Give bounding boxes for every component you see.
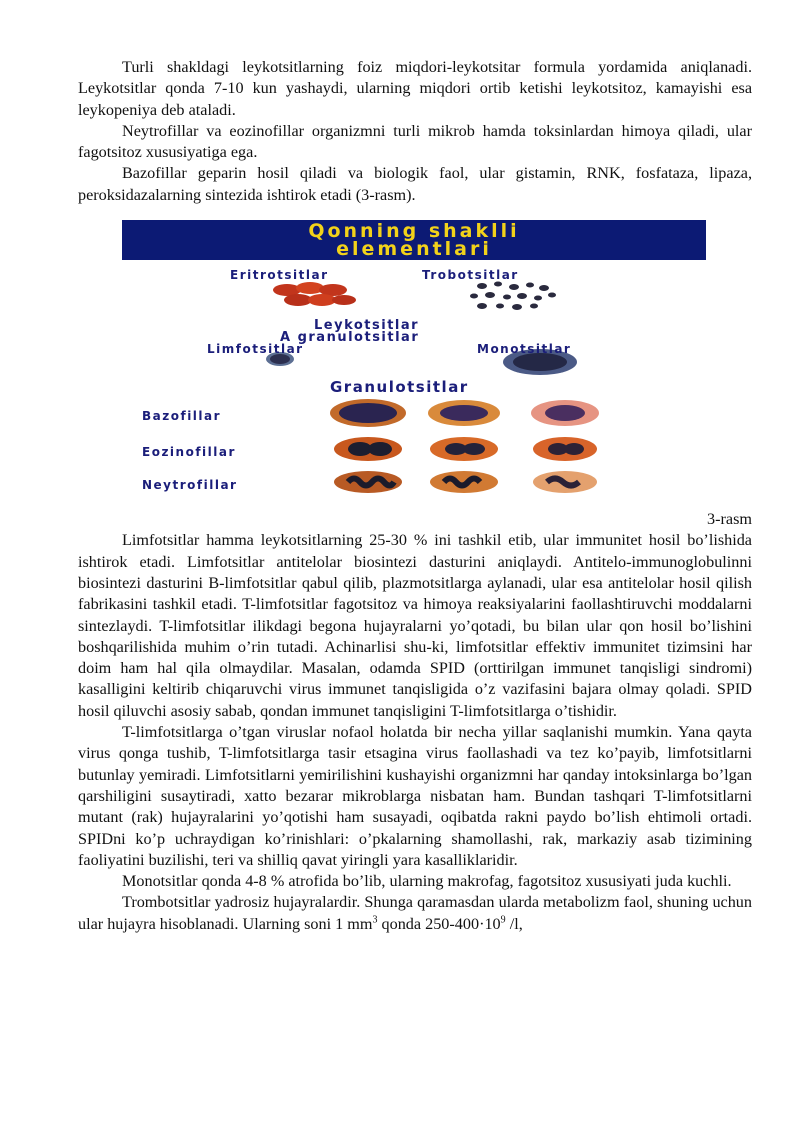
document-page (78, 57, 752, 935)
granulocytes-label: Granulotsitlar (330, 378, 469, 397)
basophils-label: Bazofillar (142, 409, 222, 424)
paragraph-last (78, 892, 752, 935)
paragraph: Limfotsitlar hamma leykotsitlarning 25-30 % ini tashkil etib, ular immunitet hosil bo’lishida ishtirok etadi. Limfotsitlar antitelolar biosintezi dasturini aniqlaydi. Antitelo-immunoglobulinni biosintezi dasturini B-limfotsitlar qabul qilib, plazmotsitlarga aylanadi, ular esa antitelolar hosil qilish fabrikasini tashkil etadi. T-limfotsitlar fagotsitoz va himoya reaksiyalarini faollashtiruvchi moddalarni sintezlaydi. T-limfotsitlar ilikdagi begona hujayralarni yo’qotadi, bu bilan ular qon hosil bo’lishini boshqarilishida muhim o’rin tutadi. Achinarlisi shu-ki, limfotsitlar effektiv immunitet tizimsini har doim ham hal qila olmaydilar. Masalan, odamda SPID (orttirilgan immunet tanqisligi sindromi) kasalligini keltirib chiqaruvchi virus immunet tanqisligida o’z vazifasini bajara olmay qoladi. SPID hosil qiluvchi asosiy sabab, qondan immunet tanqisligini T-limfotsitlarga o’tishidir. (78, 531, 752, 720)
paragraph: T-limfotsitlarga o’tgan viruslar nofaol holatda bir necha yillar saqlanishi mumkin. Yana qayta virus qonga tushib, T-limfotsitlarga tasir etsagina virus faollashadi va tez ko’payib, limfotsitlarni butunlay yemiradi. Limfotsitlarni yemirilishini kushayishi organizmni har qanday intoksinlarga bo’lgan qarshiligini susaytiradi, xatto bezarar mikroblarga nisbatan ham. Bundan tashqari T-limfotsitlarni mutant (rak) hujayralarini yo’qotishi ham susayadi, oqibatda rakni paydo bo’lish ehtimoli ortadi. SPIDni ko’p uchraydigan ko’rinishlari: o’pkalarning shamollashi, rak, markaziy asab tizimining faoliyatini buzilishi, teri va shilliq qavat yiringli yara kasalliklaridir. (78, 723, 752, 869)
paragraph: Neytrofillar va eozinofillar organizmni turli mikrob hamda toksinlardan himoya qiladi, ular fagotsitoz xususiyatiga ega. (78, 121, 752, 162)
eosinophils-label: Eozinofillar (142, 445, 236, 460)
paragraph: Monotsitlar qonda 4-8 % atrofida bo’lib, ularning makrofag, fagotsitoz xususiyati juda kuchli. (122, 872, 732, 891)
neutrophils-row (334, 471, 597, 493)
text-segment: qonda 250-400·10 (377, 914, 501, 933)
superscript: 9 (500, 914, 506, 926)
lymphocytes-label: Limfotsitlar (207, 342, 304, 357)
neutrophils-label: Neytrofillar (142, 478, 238, 493)
monocytes-label: Monotsitlar (477, 342, 572, 357)
erythrocytes-label: Eritrotsitlar (230, 268, 329, 283)
figure-title-line-2: elementlari (336, 238, 492, 261)
leukocytes-label: Leykotsitlar (314, 318, 420, 334)
basophils-row (330, 399, 599, 427)
paragraph: Bazofillar geparin hosil qiladi va biologik faol, ular gistamin, RNK, fosfataza, lipaza, peroksidazalarning sintezida ishtirok etadi (3-rasm). (78, 164, 752, 204)
blood-cells-figure (122, 220, 706, 495)
text-segment: /l, (505, 914, 523, 933)
agranulocytes-label: A granulotsitlar (280, 330, 420, 346)
figure-title (122, 220, 706, 260)
figure-title-line-1: Qonning shaklli (308, 220, 520, 243)
figure-caption: 3-rasm (707, 510, 752, 529)
eosinophils-row (334, 437, 597, 461)
text-segment: Trombotsitlar yadrosiz hujayralardir. Shunga qaramasdan ularda metabolizm faol, shuning uchun ular hujayra hisoblanadi. Ularning soni 1 mm (78, 893, 752, 933)
paragraph: Turli shakldagi leykotsitlarning foiz miqdori-leykotsitar formula yordamida aniqlanadi. Leykotsitlar qonda 7-10 kun yashaydi, ularning miqdori ortib ketishi leykotsitoz, kamayishi esa leykopeniya deb ataladi. (78, 58, 752, 119)
thrombocytes-label: Trobotsitlar (422, 268, 519, 283)
superscript: 3 (372, 914, 378, 926)
